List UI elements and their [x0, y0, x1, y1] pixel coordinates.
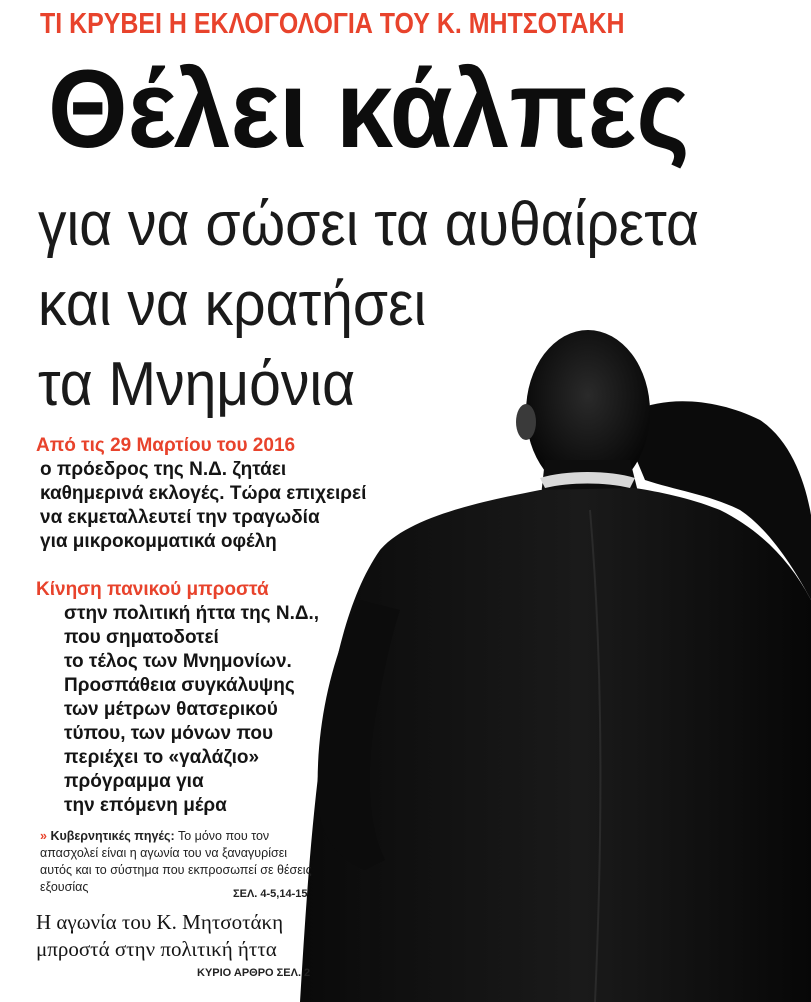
kicker-headline: ΤΙ ΚΡΥΒΕΙ Η ΕΚΛΟΓΟΛΟΓΙΑ ΤΟΥ Κ. ΜΗΤΣΟΤΑΚΗ [40, 8, 625, 40]
lead-paragraph-1 [36, 434, 366, 554]
lead-paragraph-2-line: που σηματοδοτεί [64, 627, 219, 648]
page-reference: ΣΕΛ. 4-5,14-15 [233, 888, 308, 900]
teaser-line: Η αγωνία του Κ. Μητσοτάκη [36, 910, 284, 934]
lead-paragraph-2-line: στην πολιτική ήττα της Ν.Δ., [64, 603, 320, 624]
sources-label: Κυβερνητικές πηγές: [50, 829, 175, 843]
lead-paragraph-1-line: για μικροκομματικά οφέλη [40, 531, 277, 552]
teaser-headline [36, 909, 283, 963]
lead-paragraph-1-line: ο πρόεδρος της Ν.Δ. ζητάει [40, 459, 287, 480]
main-headline: Θέλει κάλπες [48, 48, 690, 171]
lead-paragraph-1-lead: Από τις 29 Μαρτίου του 2016 [36, 435, 296, 456]
government-sources-quote [40, 828, 320, 896]
lead-paragraph-2 [36, 578, 319, 818]
subheadline-line: για να σώσει τα αυθαίρετα [38, 190, 699, 259]
subheadline-line: και να κρατήσει [38, 270, 427, 339]
lead-paragraph-1-line: να εκμεταλλευτεί την τραγωδία [40, 507, 320, 528]
lead-paragraph-2-line: πρόγραμμα για [64, 771, 204, 792]
lead-paragraph-2-line: την επόμενη μέρα [64, 795, 227, 816]
teaser-line: μπροστά στην πολιτική ήττα [36, 937, 277, 961]
lead-paragraph-2-line: Προσπάθεια συγκάλυψης [64, 675, 295, 696]
lead-paragraph-2-line: περιέχει το «γαλάζιο» [64, 747, 260, 768]
lead-paragraph-2-line: των μέτρων θατσερικού [64, 699, 278, 720]
lead-paragraph-2-lead: Κίνηση πανικού μπροστά [36, 579, 269, 600]
double-chevron-right-icon: » [40, 829, 47, 843]
lead-paragraph-2-line: το τέλος των Μνημονίων. [64, 651, 292, 672]
lead-paragraph-2-line: τύπου, των μόνων που [64, 723, 273, 744]
sources-text: Το μόνο που τον απασχολεί είναι η αγωνία του να ξαναγυρίσει αυτός και το σύστημα που εκπροσωπεί σε θέσεις εξουσίας [40, 829, 312, 894]
subheadline-line: τα Μνημόνια [38, 350, 356, 419]
editorial-reference: ΚΥΡΙΟ ΑΡΘΡΟ ΣΕΛ. 2 [197, 967, 311, 979]
lead-paragraph-1-line: καθημερινά εκλογές. Τώρα επιχειρεί [40, 483, 367, 504]
man-silhouette-photo [290, 300, 811, 1002]
